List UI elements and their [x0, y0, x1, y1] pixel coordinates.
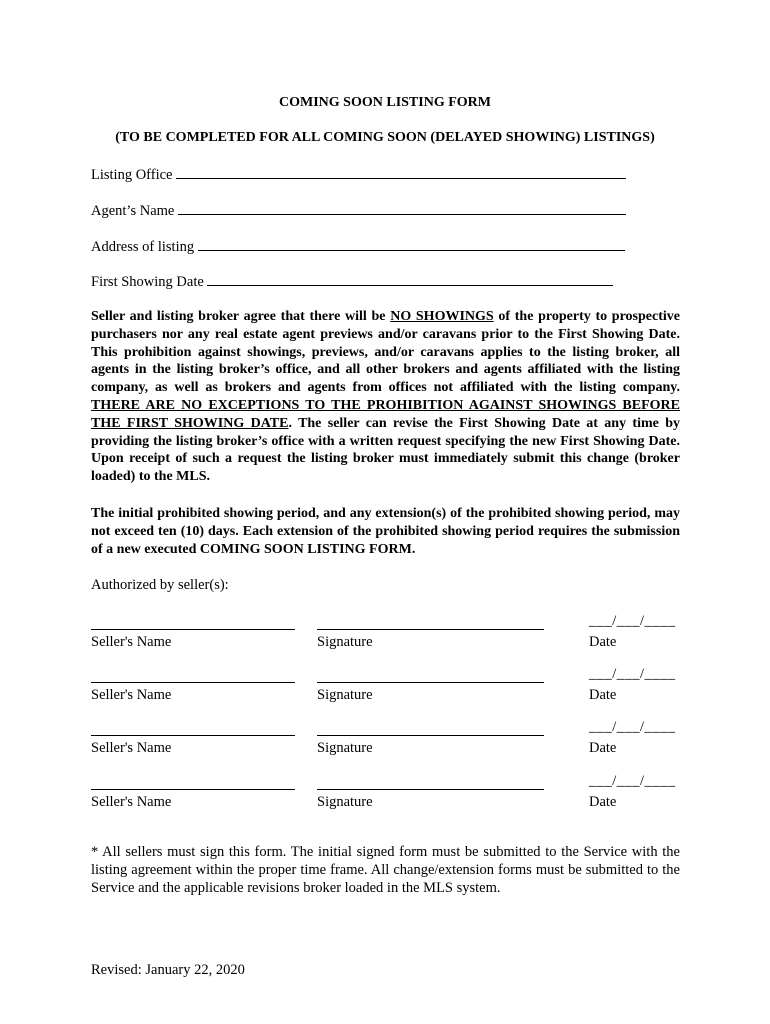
seller-name-line[interactable]	[91, 629, 295, 630]
date-blank[interactable]: ___/___/____	[589, 666, 676, 682]
signature-row	[0, 719, 770, 771]
agreement-text-2: of the property to prospective purchasers nor any real estate agent previews and/or caravans prior to the First Showing Date. This prohibition against showings, previews, and/or caravans applies to the listing broker, all agents in the listing broker’s office, and all other brokers and agents affiliated with the listing company, as well as brokers and agents from offices not affiliated with the listing company.	[91, 309, 680, 396]
seller-name-label: Seller's Name	[91, 794, 172, 810]
seller-name-line[interactable]	[91, 789, 295, 790]
signature-row	[0, 666, 770, 718]
no-showings-emphasis: NO SHOWINGS	[390, 309, 494, 324]
agent-name-field[interactable]	[91, 202, 631, 220]
agent-name-label: Agent’s Name	[91, 203, 175, 219]
date-blank[interactable]: ___/___/____	[589, 613, 676, 629]
form-subtitle: (TO BE COMPLETED FOR ALL COMING SOON (DELAYED SHOWING) LISTINGS)	[115, 130, 655, 145]
address-label: Address of listing	[91, 239, 195, 255]
first-showing-date-input-line[interactable]	[207, 273, 613, 286]
date-blank[interactable]: ___/___/____	[589, 719, 676, 735]
address-field[interactable]	[91, 238, 631, 256]
authorized-label: Authorized by seller(s):	[91, 577, 229, 593]
signature-label: Signature	[317, 740, 373, 756]
form-title: COMING SOON LISTING FORM	[279, 95, 491, 110]
seller-name-label: Seller's Name	[91, 687, 172, 703]
signature-row	[0, 613, 770, 665]
seller-name-line[interactable]	[91, 735, 295, 736]
agreement-text-1: Seller and listing broker agree that there will be	[91, 309, 391, 324]
date-label: Date	[589, 634, 617, 650]
signature-label: Signature	[317, 794, 373, 810]
first-showing-date-label: First Showing Date	[91, 274, 204, 290]
signature-line[interactable]	[317, 629, 544, 630]
prohibited-period-paragraph: The initial prohibited showing period, and any extension(s) of the prohibited showing period, may not exceed ten (10) days. Each extension of the prohibited showing period requires the submission of a new executed COMING SOON LISTING FORM.	[91, 506, 680, 557]
seller-name-label: Seller's Name	[91, 740, 172, 756]
agreement-paragraph	[91, 308, 680, 486]
date-label: Date	[589, 687, 617, 703]
sellers-note: * All sellers must sign this form. The initial signed form must be submitted to the Service with the listing agreement within the proper time frame. All change/extension forms must be submitted to the Service and the applicable revisions broker loaded in the MLS system.	[91, 844, 680, 896]
signature-label: Signature	[317, 687, 373, 703]
date-label: Date	[589, 740, 617, 756]
listing-office-field[interactable]	[91, 166, 631, 184]
listing-office-label: Listing Office	[91, 167, 173, 183]
revised-date: Revised: January 22, 2020	[91, 962, 245, 978]
agreement-text-3: . The seller can revise the First Showing Date at any time by providing the listing broker’s office with a written request specifying the new First Showing Date. Upon receipt of such a request the listing broker must immediately submit this change (broker loaded) to the MLS.	[91, 415, 680, 485]
agent-name-input-line[interactable]	[178, 202, 626, 215]
first-showing-date-field[interactable]	[91, 273, 631, 291]
signature-line[interactable]	[317, 735, 544, 736]
date-blank[interactable]: ___/___/____	[589, 773, 676, 789]
listing-office-input-line[interactable]	[176, 166, 626, 179]
no-exceptions-emphasis: THERE ARE NO EXCEPTIONS TO THE PROHIBITION AGAINST SHOWINGS BEFORE THE FIRST SHOWING DATE	[91, 397, 680, 431]
date-label: Date	[589, 794, 617, 810]
signature-label: Signature	[317, 634, 373, 650]
signature-row	[0, 773, 770, 825]
signature-line[interactable]	[317, 682, 544, 683]
seller-name-line[interactable]	[91, 682, 295, 683]
seller-name-label: Seller's Name	[91, 634, 172, 650]
address-input-line[interactable]	[198, 238, 625, 251]
signature-line[interactable]	[317, 789, 544, 790]
